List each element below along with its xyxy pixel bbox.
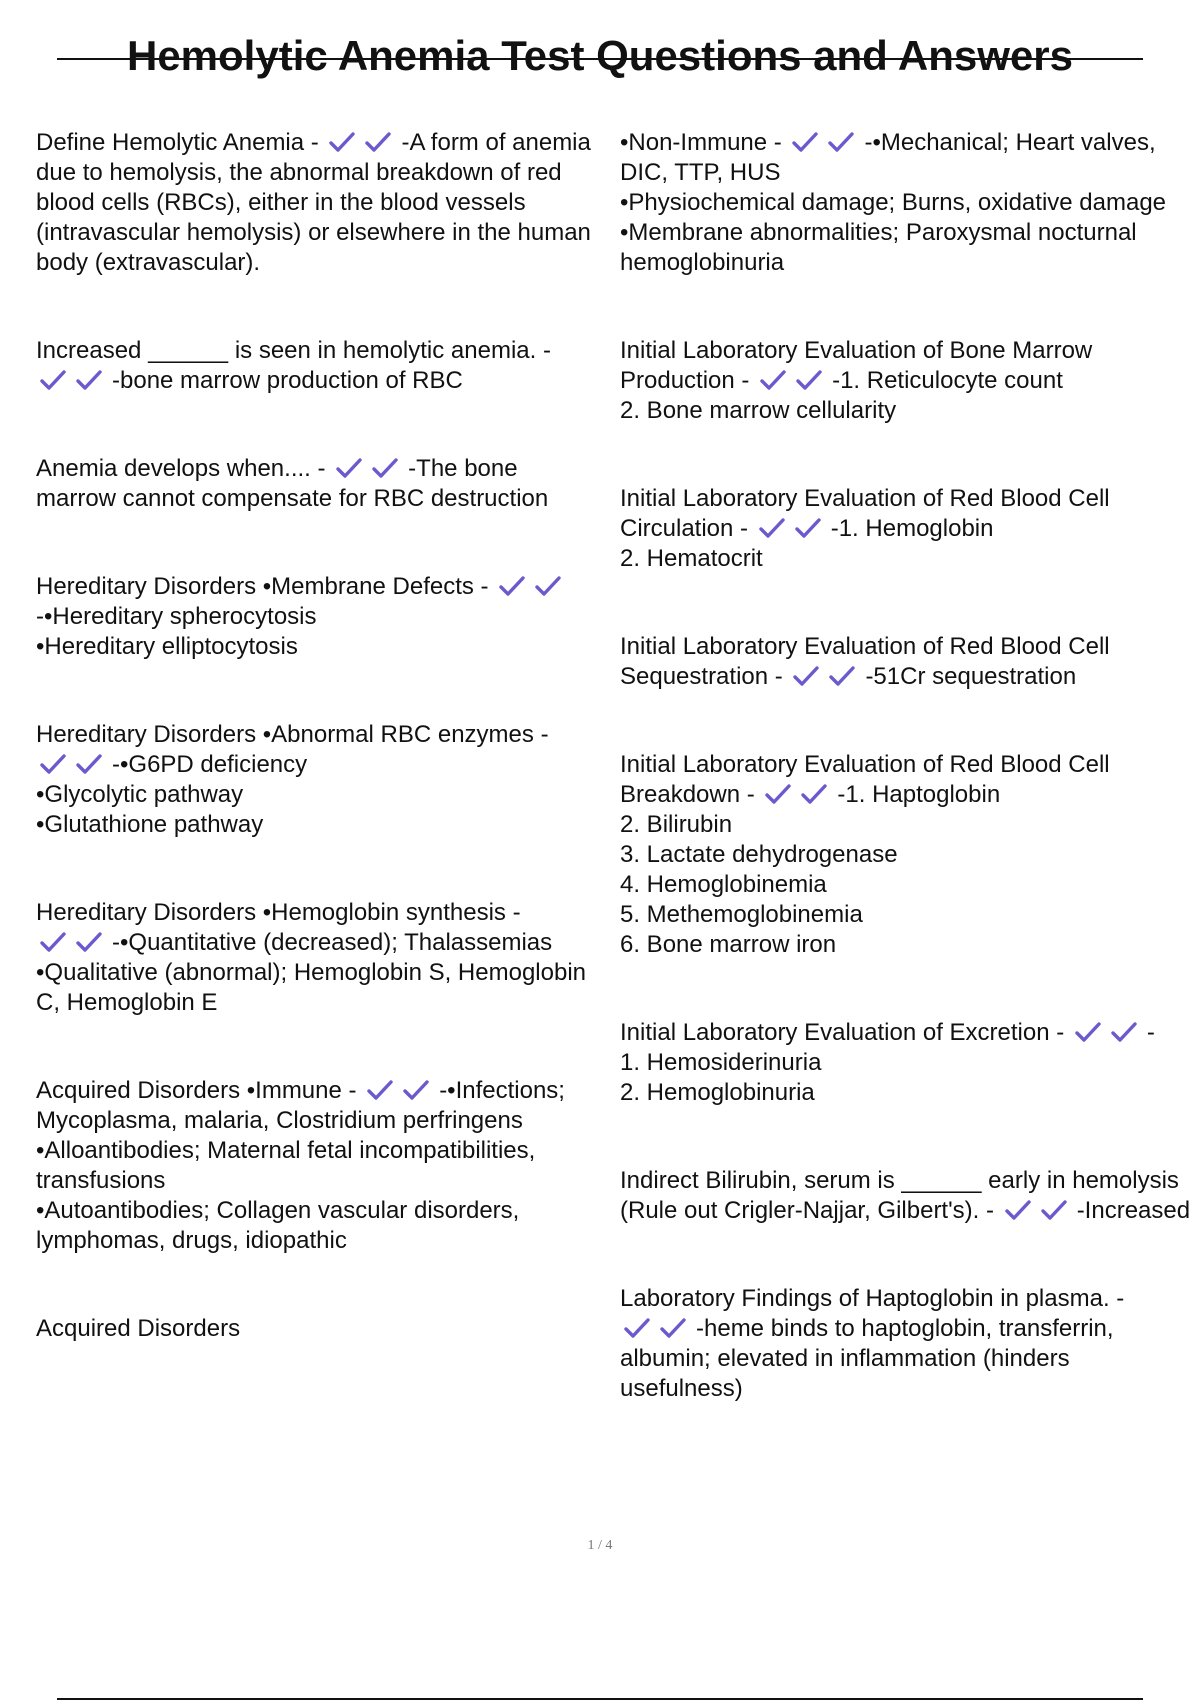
check-mark-icon (1109, 1020, 1139, 1044)
left-column (36, 128, 596, 1344)
answer-text: -bone marrow production of RBC (112, 367, 463, 394)
check-mark-icon-pair (791, 663, 863, 690)
question-text: Hereditary Disorders •Abnormal RBC enzymes - (36, 721, 549, 748)
check-mark-icon (763, 782, 793, 806)
answer-text: -51Cr sequestration (865, 663, 1077, 690)
check-mark-icon (1073, 1020, 1103, 1044)
question-text: Acquired Disorders •Immune - (36, 1077, 357, 1104)
check-mark-icon-pair (790, 129, 862, 156)
qa-item (620, 1284, 1198, 1404)
check-mark-icon (827, 664, 857, 688)
question-text: Indirect Bilirubin, serum is ______ early in hemolysis (Rule out Crigler-Najjar, Gilbert's). - (620, 1167, 1179, 1224)
question-text: Initial Laboratory Evaluation of Red Blood Cell Circulation - (620, 485, 1110, 542)
check-mark-icon-pair (763, 781, 835, 808)
check-mark-icon (533, 574, 563, 598)
check-mark-icon-pair (334, 455, 406, 482)
check-mark-icon-pair (327, 129, 399, 156)
answer-line: 2. Bone marrow cellularity (620, 397, 897, 424)
page-number: 1 / 4 (587, 1538, 613, 1553)
check-mark-icon (658, 1316, 688, 1340)
answer-text: -•G6PD deficiency (112, 751, 308, 778)
answer-line: 1. Hemosiderinuria (620, 1049, 822, 1076)
qa-item (36, 128, 596, 278)
check-mark-icon (757, 516, 787, 540)
answer-text: -Increased (1076, 1197, 1191, 1224)
answer-line: •Glycolytic pathway (36, 781, 244, 808)
answer-text: -•Mechanical; Heart valves, DIC, TTP, HUS (620, 129, 1156, 186)
check-mark-icon (497, 574, 527, 598)
check-mark-icon (74, 930, 104, 954)
check-mark-icon (334, 456, 364, 480)
qa-item (36, 1314, 596, 1344)
check-mark-icon (365, 1078, 395, 1102)
check-mark-icon-pair (758, 367, 830, 394)
answer-line: 3. Lactate dehydrogenase (620, 841, 898, 868)
qa-item (620, 484, 1198, 574)
question-text: Define Hemolytic Anemia - (36, 129, 319, 156)
qa-item (620, 336, 1198, 426)
question-text: Initial Laboratory Evaluation of Red Blood Cell Breakdown - (620, 751, 1110, 808)
check-mark-icon (1003, 1198, 1033, 1222)
check-mark-icon-pair (497, 573, 569, 600)
answer-text: -1. Haptoglobin (837, 781, 1001, 808)
check-mark-icon (791, 664, 821, 688)
answer-line: 4. Hemoglobinemia (620, 871, 827, 898)
answer-line: 2. Hemoglobinuria (620, 1079, 815, 1106)
answer-text: -•Quantitative (decreased); Thalassemias (112, 929, 553, 956)
answer-line: •Qualitative (abnormal); Hemoglobin S, Hemoglobin C, Hemoglobin E (36, 959, 586, 1016)
check-mark-icon-pair (365, 1077, 437, 1104)
qa-item (620, 1166, 1198, 1226)
question-text: •Non-Immune - (620, 129, 782, 156)
answer-text: -A form of anemia due to hemolysis, the abnormal breakdown of red blood cells (RBCs), either in the blood vessels (intravascular hemolysis) or elsewhere in the human body (extravascular). (36, 129, 591, 276)
check-mark-icon (38, 752, 68, 776)
check-mark-icon-pair (38, 751, 110, 778)
answer-text: -heme binds to haptoglobin, transferrin, albumin; elevated in inflammation (hinders usefulness) (620, 1315, 1114, 1402)
check-mark-icon (758, 368, 788, 392)
answer-line: 2. Bilirubin (620, 811, 733, 838)
answer-line: 6. Bone marrow iron (620, 931, 837, 958)
check-mark-icon-pair (1003, 1197, 1075, 1224)
check-mark-icon (799, 782, 829, 806)
check-mark-icon (401, 1078, 431, 1102)
check-mark-icon (74, 368, 104, 392)
answer-text: -•Hereditary spherocytosis (36, 603, 317, 630)
qa-item (36, 1076, 596, 1256)
check-mark-icon (363, 130, 393, 154)
answer-text: - (1146, 1019, 1155, 1046)
question-text: Initial Laboratory Evaluation of Red Blood Cell Sequestration - (620, 633, 1110, 690)
question-text: Hereditary Disorders •Hemoglobin synthesis - (36, 899, 521, 926)
check-mark-icon-pair (38, 929, 110, 956)
answer-text: -1. Reticulocyte count (832, 367, 1063, 394)
answer-line: •Physiochemical damage; Burns, oxidative damage (620, 189, 1167, 216)
question-text: Laboratory Findings of Haptoglobin in plasma. - (620, 1285, 1125, 1312)
answer-line: •Hereditary elliptocytosis (36, 633, 298, 660)
title-strike-rule (57, 58, 1143, 60)
question-text: Anemia develops when.... - (36, 455, 326, 482)
qa-item (36, 898, 596, 1018)
answer-text: -1. Hemoglobin (830, 515, 994, 542)
qa-item (36, 336, 596, 396)
check-mark-icon-pair (622, 1315, 694, 1342)
qa-item (36, 720, 596, 840)
answer-line: 5. Methemoglobinemia (620, 901, 863, 928)
question-text: Hereditary Disorders •Membrane Defects - (36, 573, 489, 600)
check-mark-icon (790, 130, 820, 154)
check-mark-icon (38, 930, 68, 954)
question-text: Increased ______ is seen in hemolytic anemia. - (36, 337, 551, 364)
question-text: Initial Laboratory Evaluation of Bone Marrow Production - (620, 337, 1093, 394)
check-mark-icon (327, 130, 357, 154)
question-text: Initial Laboratory Evaluation of Excretion - (620, 1019, 1065, 1046)
check-mark-icon (622, 1316, 652, 1340)
answer-line: •Alloantibodies; Maternal fetal incompatibilities, transfusions (36, 1137, 536, 1194)
answer-line: •Glutathione pathway (36, 811, 264, 838)
answer-line: 2. Hematocrit (620, 545, 763, 572)
qa-item (36, 454, 596, 514)
answer-text: -The bone marrow cannot compensate for RBC destruction (36, 455, 549, 512)
check-mark-icon (74, 752, 104, 776)
check-mark-icon (793, 516, 823, 540)
qa-item (36, 572, 596, 662)
check-mark-icon (1039, 1198, 1069, 1222)
qa-item (620, 632, 1198, 692)
page-title: Hemolytic Anemia Test Questions and Answers (126, 32, 1074, 79)
question-text: Acquired Disorders (36, 1315, 241, 1342)
check-mark-icon (38, 368, 68, 392)
check-mark-icon (826, 130, 856, 154)
qa-item (620, 128, 1198, 278)
answer-text: -•Infections; Mycoplasma, malaria, Clostridium perfringens (36, 1077, 565, 1134)
qa-item (620, 1018, 1198, 1108)
answer-line: •Membrane abnormalities; Paroxysmal nocturnal hemoglobinuria (620, 219, 1137, 276)
check-mark-icon-pair (757, 515, 829, 542)
answer-line: •Autoantibodies; Collagen vascular disorders, lymphomas, drugs, idiopathic (36, 1197, 520, 1254)
check-mark-icon-pair (38, 367, 110, 394)
right-column (620, 128, 1198, 1404)
check-mark-icon (370, 456, 400, 480)
check-mark-icon-pair (1073, 1019, 1145, 1046)
qa-item (620, 750, 1198, 960)
check-mark-icon (794, 368, 824, 392)
